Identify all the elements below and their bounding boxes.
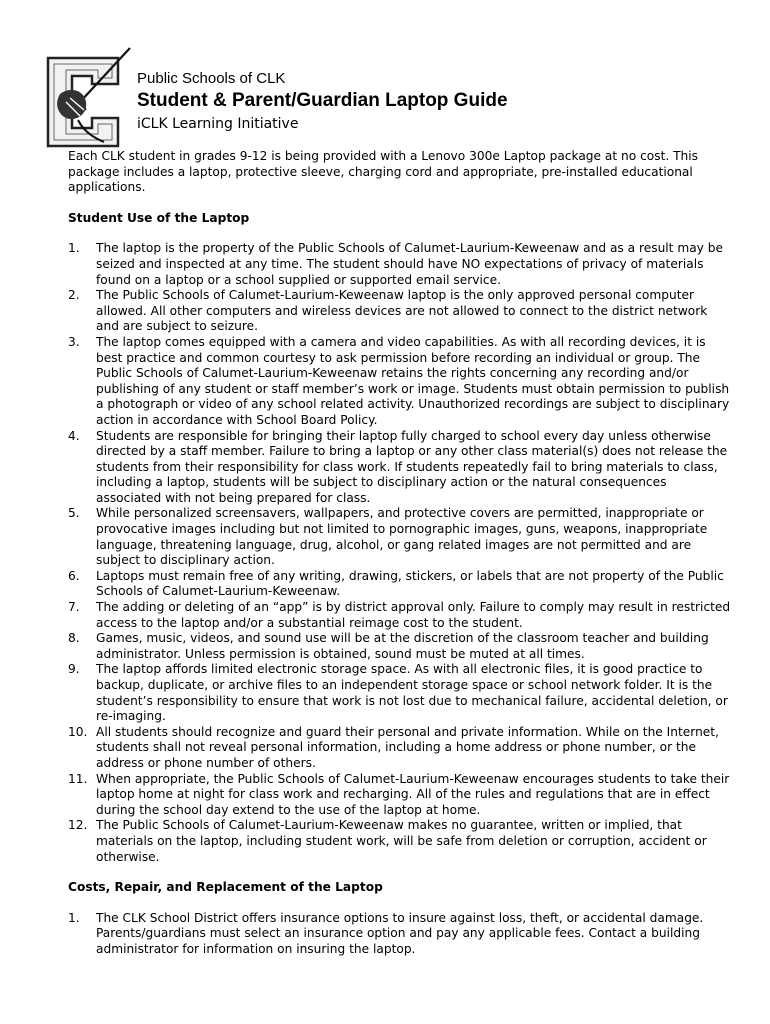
list-item: 6. Laptops must remain free of any writing, drawing, stickers, or labels that are not property of the Public Schools of Calumet-Laurium-Keweenaw. [68,568,724,599]
document-subtitle: iCLK Learning Initiative [137,116,299,132]
list-item: 3. The laptop comes equipped with a camera and video capabilities. As with all recording devices, it is best practice and common courtesy to ask permission before recording an individual or group. The Public Schools of Calumet-Laurium-Keweenaw retains the rights concerning any recording and/or publishing of any student or staff member’s work or image. Students must obtain permission to publish a photograph or video of any school related activity. Unauthorized recordings are subject to disciplinary action in accordance with School Board Policy. [68,334,730,427]
document-title: Student & Parent/Guardian Laptop Guide [137,90,508,111]
list-item: 10. All students should recognize and guard their personal and private information. While on the Internet, students shall not reveal personal information, including a home address or phone number, or the address or phone number of others. [68,724,719,770]
list-item: 2. The Public Schools of Calumet-Laurium-Keweenaw laptop is the only approved personal computer allowed. All other computers and wireless devices are not allowed to connect to the district network and are subject to seizure. [68,288,708,334]
document-body [68,149,732,958]
list-item: 1. The CLK School District offers insurance options to insure against loss, theft, or accidental damage. Parents/guardians must select an insurance option and pay any applicable fees. Contact a building administrator for information on insuring the laptop. [68,910,704,956]
list-item: 1. The laptop is the property of the Public Schools of Calumet-Laurium-Keweenaw and as a result may be seized and inspected at any time. The student should have NO expectations of privacy of materials found on a laptop or a school supplied or supported email service. [68,241,723,287]
intro-paragraph: Each CLK student in grades 9-12 is being provided with a Lenovo 300e Laptop package at no cost. This package includes a laptop, protective sleeve, charging cord and appropriate, pre-installed educational applications. [68,149,699,195]
list-item: 12. The Public Schools of Calumet-Laurium-Keweenaw makes no guarantee, written or implied, that materials on the laptop, including student work, will be safe from deletion or corruption, accident or otherwise. [68,818,707,864]
list-item: 4. Students are responsible for bringing their laptop fully charged to school every day unless otherwise directed by a staff member. Failure to bring a laptop or any other class material(s) does not release the students from their responsibility for class work. If students repeatedly fail to bring materials to class, including a laptop, students will be subject to disciplinary action or the natural consequences associated with not being prepared for class. [68,428,728,505]
list-item: 11. When appropriate, the Public Schools of Calumet-Laurium-Keweenaw encourages students to take their laptop home at night for class work and recharging. All of the rules and regulations that are in effect during the school day extend to the use of the laptop at home. [68,771,730,817]
student-use-list [68,241,732,865]
costs-list [68,911,732,958]
list-item: 8. Games, music, videos, and sound use will be at the discretion of the classroom teacher and building administrator. Unless permission is obtained, sound must be muted at all times. [68,631,709,661]
list-item: 7. The adding or deleting of an “app” is by district approval only. Failure to comply may result in restricted access to the laptop and/or a substantial reimage cost to the student. [68,600,731,630]
list-item: 9. The laptop affords limited electronic storage space. As with all electronic files, it is good practice to backup, duplicate, or archive files to an independent storage space or school network folder. It is the student’s responsibility to ensure that work is not lost due to mechanical failure, accidental deletion, or re-imaging. [68,662,728,724]
section-heading-student-use: Student Use of the Laptop [68,210,250,225]
document-header [137,70,508,134]
list-item: 5. While personalized screensavers, wallpapers, and protective covers are permitted, inappropriate or provocative images including but not limited to pornographic images, guns, weapons, inappropriate language, threatening language, drug, alcohol, or gang related images are not permitted and are subject to disciplinary action. [68,506,708,568]
school-logo-icon [40,46,136,156]
section-heading-costs: Costs, Repair, and Replacement of the Laptop [68,880,383,895]
organization-name: Public Schools of CLK [137,70,286,87]
